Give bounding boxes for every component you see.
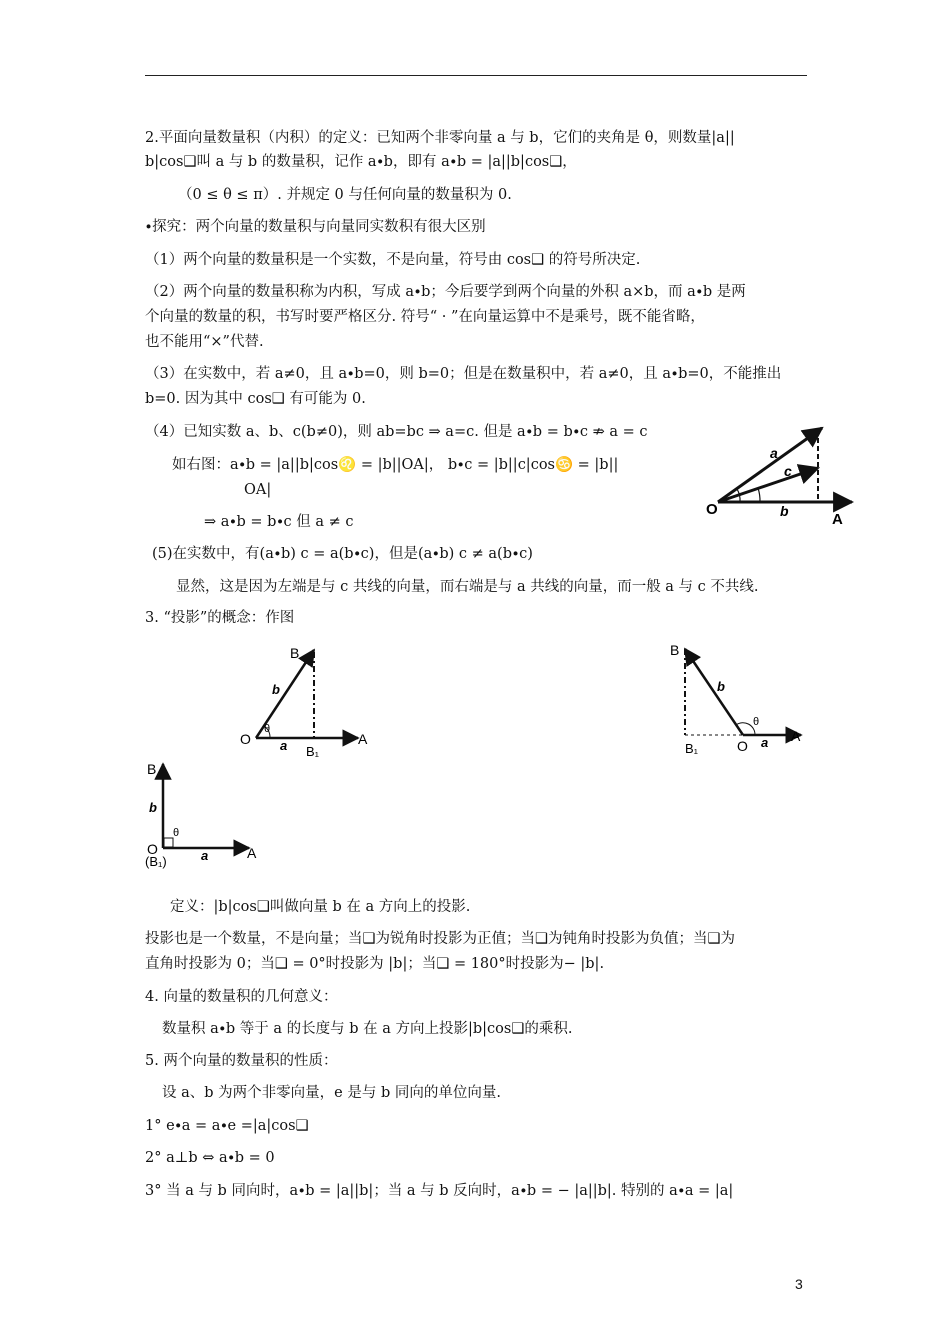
label-b-point: B	[290, 645, 300, 661]
text-line: b=0. 因为其中 cos❑ 有可能为 0.	[145, 391, 366, 407]
label-a-vector: a	[201, 848, 209, 863]
label-b-vector: b	[272, 682, 280, 697]
text-line: （2）两个向量的数量积称为内积，写成 a∙b；今后要学到两个向量的外积 a×b，而 a∙b 是两	[145, 284, 746, 300]
label-theta: θ	[264, 723, 271, 735]
text-line: （0 ≤ θ ≤ π）. 并规定 0 与任何向量的数量积为 0.	[178, 187, 512, 203]
page-number: 3	[795, 1276, 803, 1292]
label-b-vector: b	[780, 503, 789, 519]
label-o: O	[737, 738, 748, 754]
label-b1: B₁	[306, 744, 320, 759]
label-b-vector: b	[717, 679, 725, 694]
label-b-point: B	[670, 642, 680, 658]
label-c-vector: c	[784, 463, 792, 479]
text-line: 3. “投影”的概念：作图	[145, 610, 295, 626]
label-b-vector: b	[149, 800, 157, 815]
text-line: 4. 向量的数量积的几何意义：	[145, 989, 338, 1005]
text-line: 个向量的数量的积，书写时要严格区分. 符号“ · ”在向量运算中不是乘号，既不能省略，	[145, 309, 705, 325]
text-line: 如右图：a∙b = |a||b|cos♌ = |b||OA|， b∙c = |b||c|cos♋ = |b||	[172, 457, 619, 473]
text-line: 2° a⊥b ⇔ a∙b = 0	[145, 1150, 275, 1166]
text-line: b|cos❑叫 a 与 b 的数量积，记作 a∙b，即有 a∙b = |a||b|cos❑，	[145, 154, 577, 170]
text-line: 直角时投影为 0；当❑ = 0°时投影为 |b|；当❑ = 180°时投影为− |b|.	[145, 956, 605, 972]
figure-obtuse-projection	[665, 635, 815, 760]
text-line: ∙探究：两个向量的数量积与向量同实数积有很大区别	[145, 219, 486, 235]
label-theta: θ	[173, 827, 180, 839]
label-a-point: A	[358, 731, 368, 747]
text-line: 定义：|b|cos❑叫做向量 b 在 a 方向上的投影.	[170, 899, 471, 915]
label-a-point: A	[791, 728, 801, 744]
label-a-vector: a	[761, 735, 769, 750]
text-line: 5. 两个向量的数量积的性质：	[145, 1053, 338, 1069]
header-rule	[145, 75, 807, 76]
text-line: 设 a、b 为两个非零向量，e 是与 b 同向的单位向量.	[162, 1085, 501, 1101]
text-line: 2.平面向量数量积（内积）的定义：已知两个非零向量 a 与 b，它们的夹角是 θ，则数量|a||	[145, 130, 735, 146]
text-line: （3）在实数中，若 a≠0，且 a∙b=0，则 b=0；但是在数量积中，若 a≠0，且 a∙b=0，不能推出	[145, 366, 782, 382]
text-line: 3° 当 a 与 b 同向时，a∙b = |a||b|；当 a 与 b 反向时，a∙b = − |a||b|. 特别的 a∙a = |a|	[145, 1183, 734, 1199]
label-a-vector: a	[280, 738, 288, 753]
label-b1: B₁	[685, 741, 699, 756]
text-line: 也不能用“×”代替.	[145, 334, 264, 350]
figure-right-angle-projection	[143, 758, 268, 870]
text-line: (5)在实数中，有(a∙b) c = a(b∙c)，但是(a∙b) c ≠ a(b∙c)	[152, 546, 533, 562]
text-line: 显然，这是因为左端是与 c 共线的向量，而右端是与 a 共线的向量，而一般 a 与 c 不共线.	[176, 579, 759, 595]
text-line: OA|	[244, 482, 272, 498]
label-b1: (B₁)	[145, 854, 167, 869]
label-a-point: A	[247, 845, 257, 861]
label-o: O	[147, 841, 158, 857]
label-a-vector: a	[770, 445, 778, 461]
label-o: O	[706, 501, 718, 518]
label-theta: θ	[753, 716, 760, 728]
text-line: （1）两个向量的数量积是一个实数，不是向量，符号由 cos❑ 的符号所决定.	[145, 252, 641, 268]
text-line: 投影也是一个数量，不是向量；当❑为锐角时投影为正值；当❑为钝角时投影为负值；当❑为	[145, 931, 735, 947]
text-line: 数量积 a∙b 等于 a 的长度与 b 在 a 方向上投影|b|cos❑的乘积.	[162, 1021, 573, 1037]
label-a-point: A	[832, 511, 843, 528]
label-o: O	[240, 731, 251, 747]
label-b-point: B	[147, 761, 157, 777]
figure-vector-c-projection	[700, 420, 860, 530]
text-line: ⇒ a∙b = b∙c 但 a ≠ c	[204, 514, 354, 530]
text-line: （4）已知实数 a、b、c(b≠0)，则 ab=bc ⇒ a=c. 但是 a∙b = b∙c ⇏ a = c	[145, 424, 648, 440]
figure-acute-projection	[230, 640, 380, 760]
text-line: 1° e∙a = a∙e =|a|cos❑	[145, 1118, 309, 1134]
